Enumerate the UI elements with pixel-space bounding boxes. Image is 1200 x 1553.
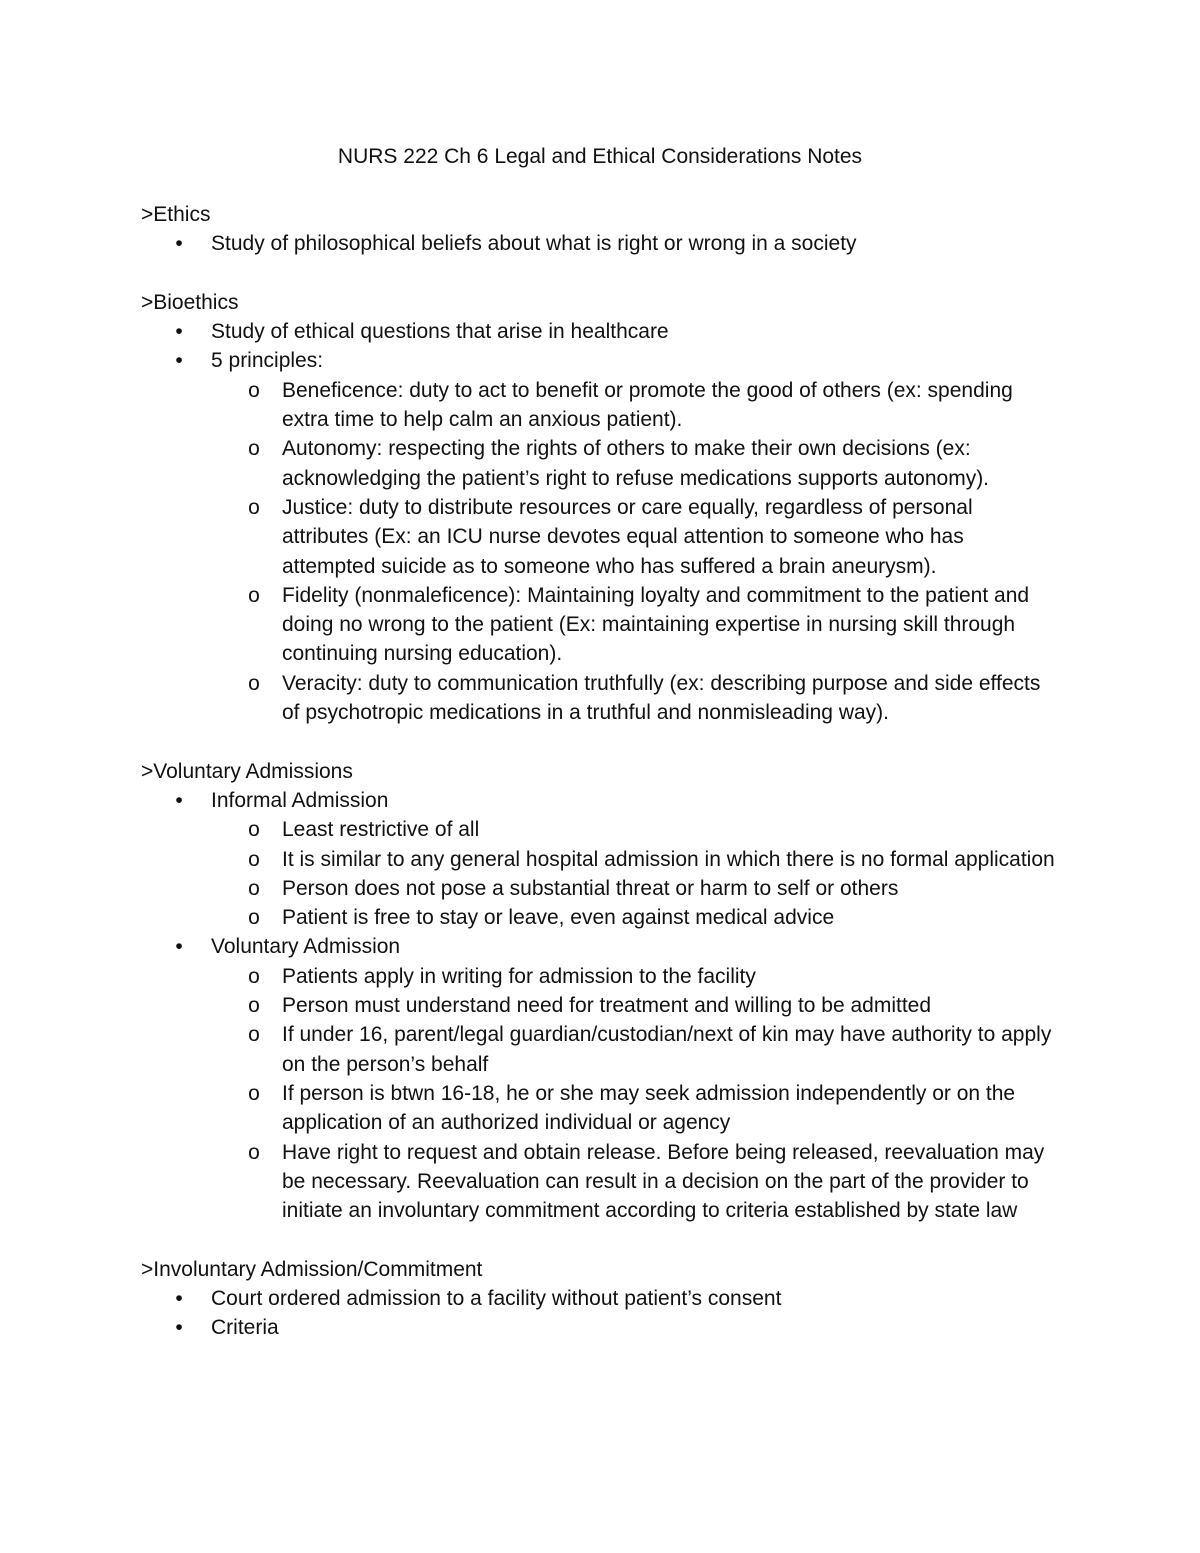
circle-bullet-icon: o [248, 964, 260, 988]
sub-list [211, 962, 1061, 1226]
circle-bullet-icon: o [248, 1023, 260, 1047]
section-voluntary-admissions [141, 757, 1061, 1226]
list-item: o Patients apply in writing for admission to the facility [211, 962, 1061, 991]
list-item: • Voluntary Admission o Patients apply in writing for admission to the facility o Person must understand need for treatment and willing to be admitted o If under 16, parent/legal guardian/custodian/next of kin may have authority to apply on the person’s behalf o If person is btwn 16-18, he or she may seek admission independently or on the application of an authorized individual or agency o Have right to request and obtain release. Before being released, reevaluation may be necessary. Reevaluation can result in a decision on the part of the provider to initiate an involuntary commitment according to criteria established by state law [141, 932, 1061, 1225]
circle-bullet-icon: o [248, 671, 260, 695]
notes-body [141, 200, 1061, 1372]
list-item: o Person must understand need for treatment and willing to be admitted [211, 991, 1061, 1020]
bullet-icon: • [175, 1286, 183, 1310]
list-item: • Court ordered admission to a facility without patient’s consent [141, 1284, 1061, 1313]
list-item: o Beneficence: duty to act to benefit or promote the good of others (ex: spending extra time to help calm an anxious patient). [211, 376, 1061, 435]
circle-bullet-icon: o [248, 876, 260, 900]
sub-list [211, 815, 1061, 932]
circle-bullet-icon: o [248, 1081, 260, 1105]
bullet-icon: • [175, 1316, 183, 1340]
list-item: • Study of ethical questions that arise in healthcare [141, 317, 1061, 346]
bullet-icon: • [175, 935, 183, 959]
circle-bullet-icon: o [248, 378, 260, 402]
circle-bullet-icon: o [248, 906, 260, 930]
list-item: • 5 principles: o Beneficence: duty to act to benefit or promote the good of others (ex: spending extra time to help calm an anxious patient). o Autonomy: respecting the rights of others to make their own decisions (ex: acknowledging the patient’s right to refuse medications supports autonomy). o Justice: duty to distribute resources or care equally, regardless of personal attributes (Ex: an ICU nurse devotes equal attention to someone who has attempted suicide as to someone who has suffered a brain aneurysm). o Fidelity (nonmaleficence): Maintaining loyalty and commitment to the patient and doing no wrong to the patient (Ex: maintaining expertise in nursing skill through continuing nursing education). o Veracity: duty to communication truthfully (ex: describing purpose and side effects of psychotropic medications in a truthful and nonmisleading way). [141, 346, 1061, 727]
circle-bullet-icon: o [248, 994, 260, 1018]
bullet-list [141, 317, 1061, 727]
section-heading: >Involuntary Admission/Commitment [141, 1257, 483, 1281]
circle-bullet-icon: o [248, 495, 260, 519]
circle-bullet-icon: o [248, 847, 260, 871]
bullet-list [141, 1284, 1061, 1343]
circle-bullet-icon: o [248, 437, 260, 461]
list-item: • Criteria [141, 1313, 1061, 1342]
list-item: o Have right to request and obtain release. Before being released, reevaluation may be necessary. Reevaluation can result in a decision on the part of the provider to initiate an involuntary commitment according to criteria established by state law [211, 1138, 1061, 1226]
list-item: o If person is btwn 16-18, he or she may seek admission independently or on the application of an authorized individual or agency [211, 1079, 1061, 1138]
list-item: • Study of philosophical beliefs about what is right or wrong in a society [141, 229, 1061, 258]
section-involuntary-admission [141, 1255, 1061, 1343]
list-item: o If under 16, parent/legal guardian/custodian/next of kin may have authority to apply on the person’s behalf [211, 1020, 1061, 1079]
bullet-icon: • [175, 320, 183, 344]
list-item: o Autonomy: respecting the rights of others to make their own decisions (ex: acknowledging the patient’s right to refuse medications supports autonomy). [211, 434, 1061, 493]
circle-bullet-icon: o [248, 1140, 260, 1164]
circle-bullet-icon: o [248, 818, 260, 842]
bullet-icon: • [175, 349, 183, 373]
list-item: o Patient is free to stay or leave, even against medical advice [211, 903, 1061, 932]
bullet-icon: • [175, 788, 183, 812]
section-heading: >Ethics [141, 203, 211, 226]
list-item: o Least restrictive of all [211, 815, 1061, 844]
circle-bullet-icon: o [248, 583, 260, 607]
list-item: o Justice: duty to distribute resources or care equally, regardless of personal attributes (Ex: an ICU nurse devotes equal attention to someone who has attempted suicide as to someone who has suffered a brain aneurysm). [211, 493, 1061, 581]
section-heading: >Voluntary Admissions [141, 759, 353, 783]
list-item: o Person does not pose a substantial threat or harm to self or others [211, 874, 1061, 903]
list-item: o Veracity: duty to communication truthfully (ex: describing purpose and side effects of psychotropic medications in a truthful and nonmisleading way). [211, 669, 1061, 728]
section-ethics [141, 200, 1061, 259]
section-heading: >Bioethics [141, 290, 239, 314]
list-item: o Fidelity (nonmaleficence): Maintaining loyalty and commitment to the patient and doing no wrong to the patient (Ex: maintaining expertise in nursing skill through continuing nursing education). [211, 581, 1061, 669]
principles-list [211, 376, 1061, 728]
list-item: • Informal Admission o Least restrictive of all o It is similar to any general hospital admission in which there is no formal application o Person does not pose a substantial threat or harm to self or others o Patient is free to stay or leave, even against medical advice [141, 786, 1061, 932]
bullet-list [141, 786, 1061, 1225]
page-title: NURS 222 Ch 6 Legal and Ethical Considerations Notes [337, 145, 863, 168]
section-bioethics [141, 288, 1061, 727]
bullet-list [141, 229, 1061, 258]
list-item: o It is similar to any general hospital admission in which there is no formal application [211, 845, 1061, 874]
bullet-icon: • [175, 232, 183, 256]
